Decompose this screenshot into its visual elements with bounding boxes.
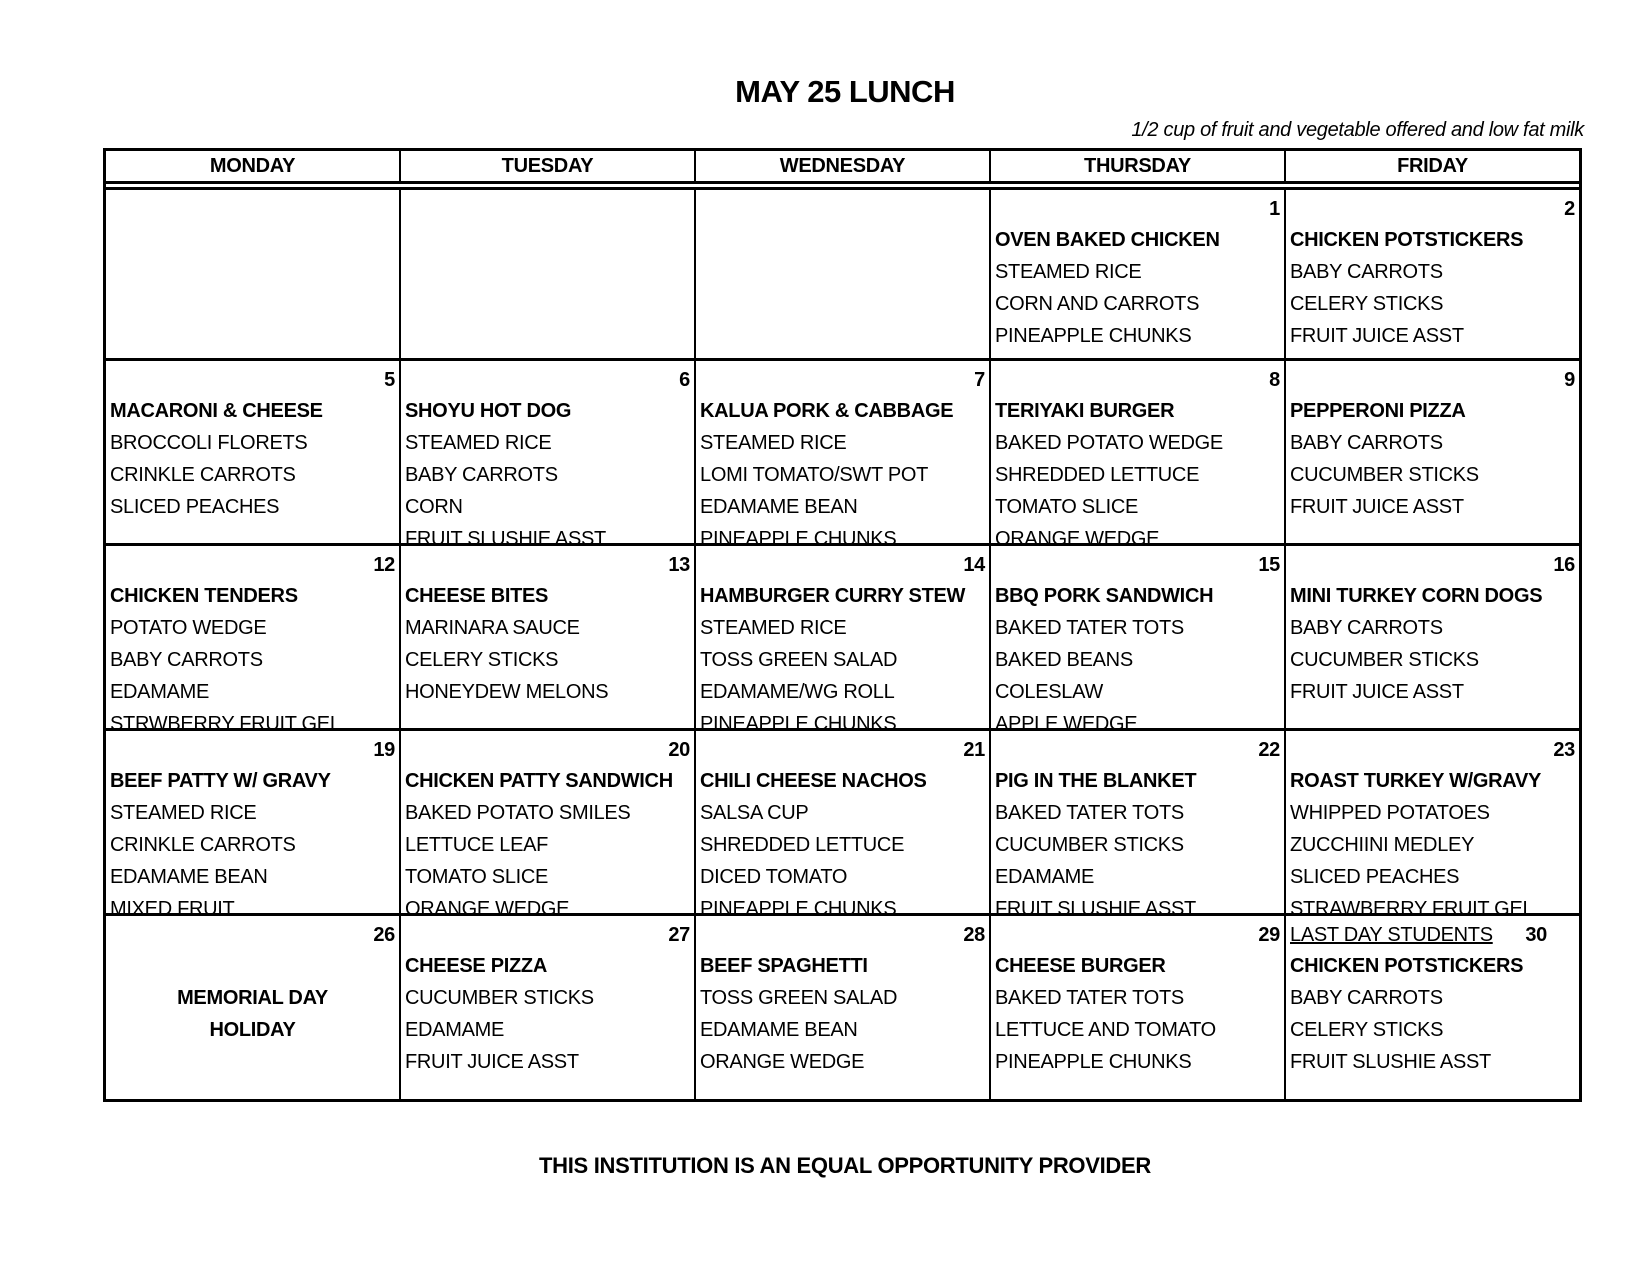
week-row [106,543,1579,735]
entree-item: CHICKEN POTSTICKERS [1290,955,1524,977]
side-item: APPLE WEDGE [995,713,1138,735]
day-cell [991,731,1286,920]
holiday-label: MEMORIAL DAY [177,987,328,1009]
side-item: TOMATO SLICE [995,496,1139,518]
day-cell [401,731,696,920]
day-number: 21 [963,739,985,761]
side-item: FRUIT JUICE ASST [1290,325,1464,347]
day-cell [991,190,1286,358]
day-number: 23 [1553,739,1575,761]
side-item: BAKED TATER TOTS [995,617,1184,639]
side-item: EDAMAME BEAN [700,496,858,518]
side-item: BAKED POTATO SMILES [405,802,631,824]
side-item: HONEYDEW MELONS [405,681,609,703]
side-item: EDAMAME [110,681,210,703]
day-cell [106,916,401,1099]
side-item: PINEAPPLE CHUNKS [995,1051,1192,1073]
side-item: PINEAPPLE CHUNKS [995,325,1192,347]
side-item: MARINARA SAUCE [405,617,580,639]
entree-item: CHEESE BITES [405,585,549,607]
side-item: STEAMED RICE [995,261,1142,283]
day-number [405,194,690,224]
side-item: TOMATO SLICE [405,866,549,888]
side-item: BABY CARROTS [1290,987,1443,1009]
side-item: FRUIT JUICE ASST [1290,496,1464,518]
side-item: BABY CARROTS [1290,261,1443,283]
side-item: ORANGE WEDGE [995,528,1160,550]
week-row [106,728,1579,920]
day-number: 19 [373,739,395,761]
day-number [110,194,395,224]
side-item: SALSA CUP [700,802,809,824]
day-number: 8 [1269,369,1280,391]
weekday-header [103,148,1582,181]
side-item: BROCCOLI FLORETS [110,432,308,454]
side-item: CUCUMBER STICKS [1290,464,1479,486]
day-cell [696,361,991,550]
side-item: ORANGE WEDGE [405,898,570,920]
day-number: 20 [668,739,690,761]
side-item: POTATO WEDGE [110,617,267,639]
entree-item: CHEESE BURGER [995,955,1166,977]
day-header [1290,920,1575,950]
side-item: ORANGE WEDGE [700,1051,865,1073]
day-cell [401,916,696,1099]
side-item: COLESLAW [995,681,1104,703]
side-item: CELERY STICKS [1290,293,1444,315]
page-title: MAY 25 LUNCH [735,74,955,109]
header-divider [103,181,1582,190]
entree-item: BBQ PORK SANDWICH [995,585,1214,607]
lunch-calendar [103,148,1582,1102]
side-item: DICED TOMATO [700,866,848,888]
side-item: EDAMAME/WG ROLL [700,681,895,703]
side-item: BABY CARROTS [110,649,263,671]
side-item: EDAMAME [995,866,1095,888]
side-item: SHREDDED LETTUCE [700,834,905,856]
day-number: 9 [1564,369,1575,391]
entree-item: TERIYAKI BURGER [995,400,1175,422]
header-thursday: THURSDAY [991,151,1286,181]
week-row [106,358,1579,550]
side-item: LETTUCE LEAF [405,834,549,856]
day-cell [106,731,401,920]
day-number: 26 [373,924,395,946]
side-item: CUCUMBER STICKS [995,834,1184,856]
day-cell [696,546,991,735]
side-item: CORN [405,496,463,518]
entree-item: KALUA PORK & CABBAGE [700,400,954,422]
day-cell [401,190,696,358]
entree-item: BEEF SPAGHETTI [700,955,868,977]
day-cell [696,731,991,920]
day-number: 15 [1258,554,1280,576]
side-item: EDAMAME [405,1019,505,1041]
day-number: 29 [1258,924,1280,946]
side-item: STEAMED RICE [700,432,847,454]
side-item: SHREDDED LETTUCE [995,464,1200,486]
day-number: 1 [1269,198,1280,220]
header-wednesday: WEDNESDAY [696,151,991,181]
calendar-grid [103,190,1582,1102]
side-item: STEAMED RICE [110,802,257,824]
day-number: 7 [974,369,985,391]
day-number: 28 [963,924,985,946]
side-item: FRUIT SLUSHIE ASST [1290,1051,1491,1073]
day-cell [106,190,401,358]
day-cell [1286,546,1579,728]
side-item: BAKED POTATO WEDGE [995,432,1223,454]
entree-item: BEEF PATTY W/ GRAVY [110,770,331,792]
entree-item: SHOYU HOT DOG [405,400,572,422]
entree-item: ROAST TURKEY W/GRAVY [1290,770,1542,792]
side-item: FRUIT JUICE ASST [1290,681,1464,703]
side-item: SLICED PEACHES [110,496,280,518]
side-item: BAKED BEANS [995,649,1133,671]
day-cell [696,916,991,1099]
entree-item: PEPPERONI PIZZA [1290,400,1466,422]
side-item: STRAWBERRY FRUIT GEL [1290,898,1534,920]
holiday-label: HOLIDAY [209,1019,296,1041]
side-item: LOMI TOMATO/SWT POT [700,464,929,486]
side-item: CUCUMBER STICKS [405,987,594,1009]
day-number: 5 [384,369,395,391]
day-cell [696,190,991,358]
side-item: BABY CARROTS [1290,617,1443,639]
day-number [700,194,985,224]
entree-item: CHICKEN TENDERS [110,585,298,607]
side-item: BAKED TATER TOTS [995,987,1184,1009]
side-item: FRUIT SLUSHIE ASST [995,898,1196,920]
day-cell [1286,361,1579,543]
side-item: CELERY STICKS [405,649,559,671]
side-item: PINEAPPLE CHUNKS [700,898,897,920]
day-cell [991,546,1286,735]
week-row [106,190,1579,358]
entree-item: MINI TURKEY CORN DOGS [1290,585,1543,607]
side-item: EDAMAME BEAN [110,866,268,888]
day-number: 14 [963,554,985,576]
side-item: TOSS GREEN SALAD [700,987,898,1009]
side-item: STRWBERRY FRUIT GEL [110,713,341,735]
entree-item: PIG IN THE BLANKET [995,770,1197,792]
day-number: 2 [1564,198,1575,220]
header-tuesday: TUESDAY [401,151,696,181]
day-number: 27 [668,924,690,946]
day-cell [991,916,1286,1099]
side-item: STEAMED RICE [700,617,847,639]
last-day-note: LAST DAY STUDENTS [1290,924,1493,946]
side-item: CRINKLE CARROTS [110,464,296,486]
side-item: FRUIT SLUSHIE ASST [405,528,606,550]
entree-item: CHEESE PIZZA [405,955,547,977]
side-item: STEAMED RICE [405,432,552,454]
side-item: CUCUMBER STICKS [1290,649,1479,671]
side-item: LETTUCE AND TOMATO [995,1019,1216,1041]
subtitle-note: 1/2 cup of fruit and vegetable offered and low fat milk [1131,119,1584,141]
side-item: MIXED FRUIT [110,898,235,920]
header-monday: MONDAY [106,151,401,181]
day-cell [401,361,696,550]
side-item: EDAMAME BEAN [700,1019,858,1041]
day-number: 12 [373,554,395,576]
week-row [106,913,1579,1099]
side-item: BABY CARROTS [405,464,558,486]
entree-item: HAMBURGER CURRY STEW [700,585,966,607]
side-item: PINEAPPLE CHUNKS [700,713,897,735]
entree-item: MACARONI & CHEESE [110,400,323,422]
side-item: CORN AND CARROTS [995,293,1200,315]
day-cell [401,546,696,728]
side-item: CELERY STICKS [1290,1019,1444,1041]
side-item: FRUIT JUICE ASST [405,1051,579,1073]
day-cell [1286,731,1579,920]
footer-statement: THIS INSTITUTION IS AN EQUAL OPPORTUNITY PROVIDER [539,1153,1151,1178]
day-cell [991,361,1286,550]
day-number: 13 [668,554,690,576]
side-item: ZUCCHIINI MEDLEY [1290,834,1475,856]
entree-item: CHICKEN PATTY SANDWICH [405,770,673,792]
side-item: TOSS GREEN SALAD [700,649,898,671]
header-friday: FRIDAY [1397,155,1468,177]
day-cell [1286,190,1579,358]
day-cell [1286,916,1579,1099]
day-number: 22 [1258,739,1280,761]
side-item: CRINKLE CARROTS [110,834,296,856]
entree-item: CHICKEN POTSTICKERS [1290,229,1524,251]
entree-item: CHILI CHEESE NACHOS [700,770,927,792]
side-item: SLICED PEACHES [1290,866,1460,888]
entree-item: OVEN BAKED CHICKEN [995,229,1220,251]
side-item: WHIPPED POTATOES [1290,802,1490,824]
side-item: BABY CARROTS [1290,432,1443,454]
day-number: 30 [1525,924,1547,946]
side-item: BAKED TATER TOTS [995,802,1184,824]
day-number: 6 [679,369,690,391]
day-number: 16 [1553,554,1575,576]
day-cell [106,361,401,543]
side-item: PINEAPPLE CHUNKS [700,528,897,550]
day-cell [106,546,401,735]
